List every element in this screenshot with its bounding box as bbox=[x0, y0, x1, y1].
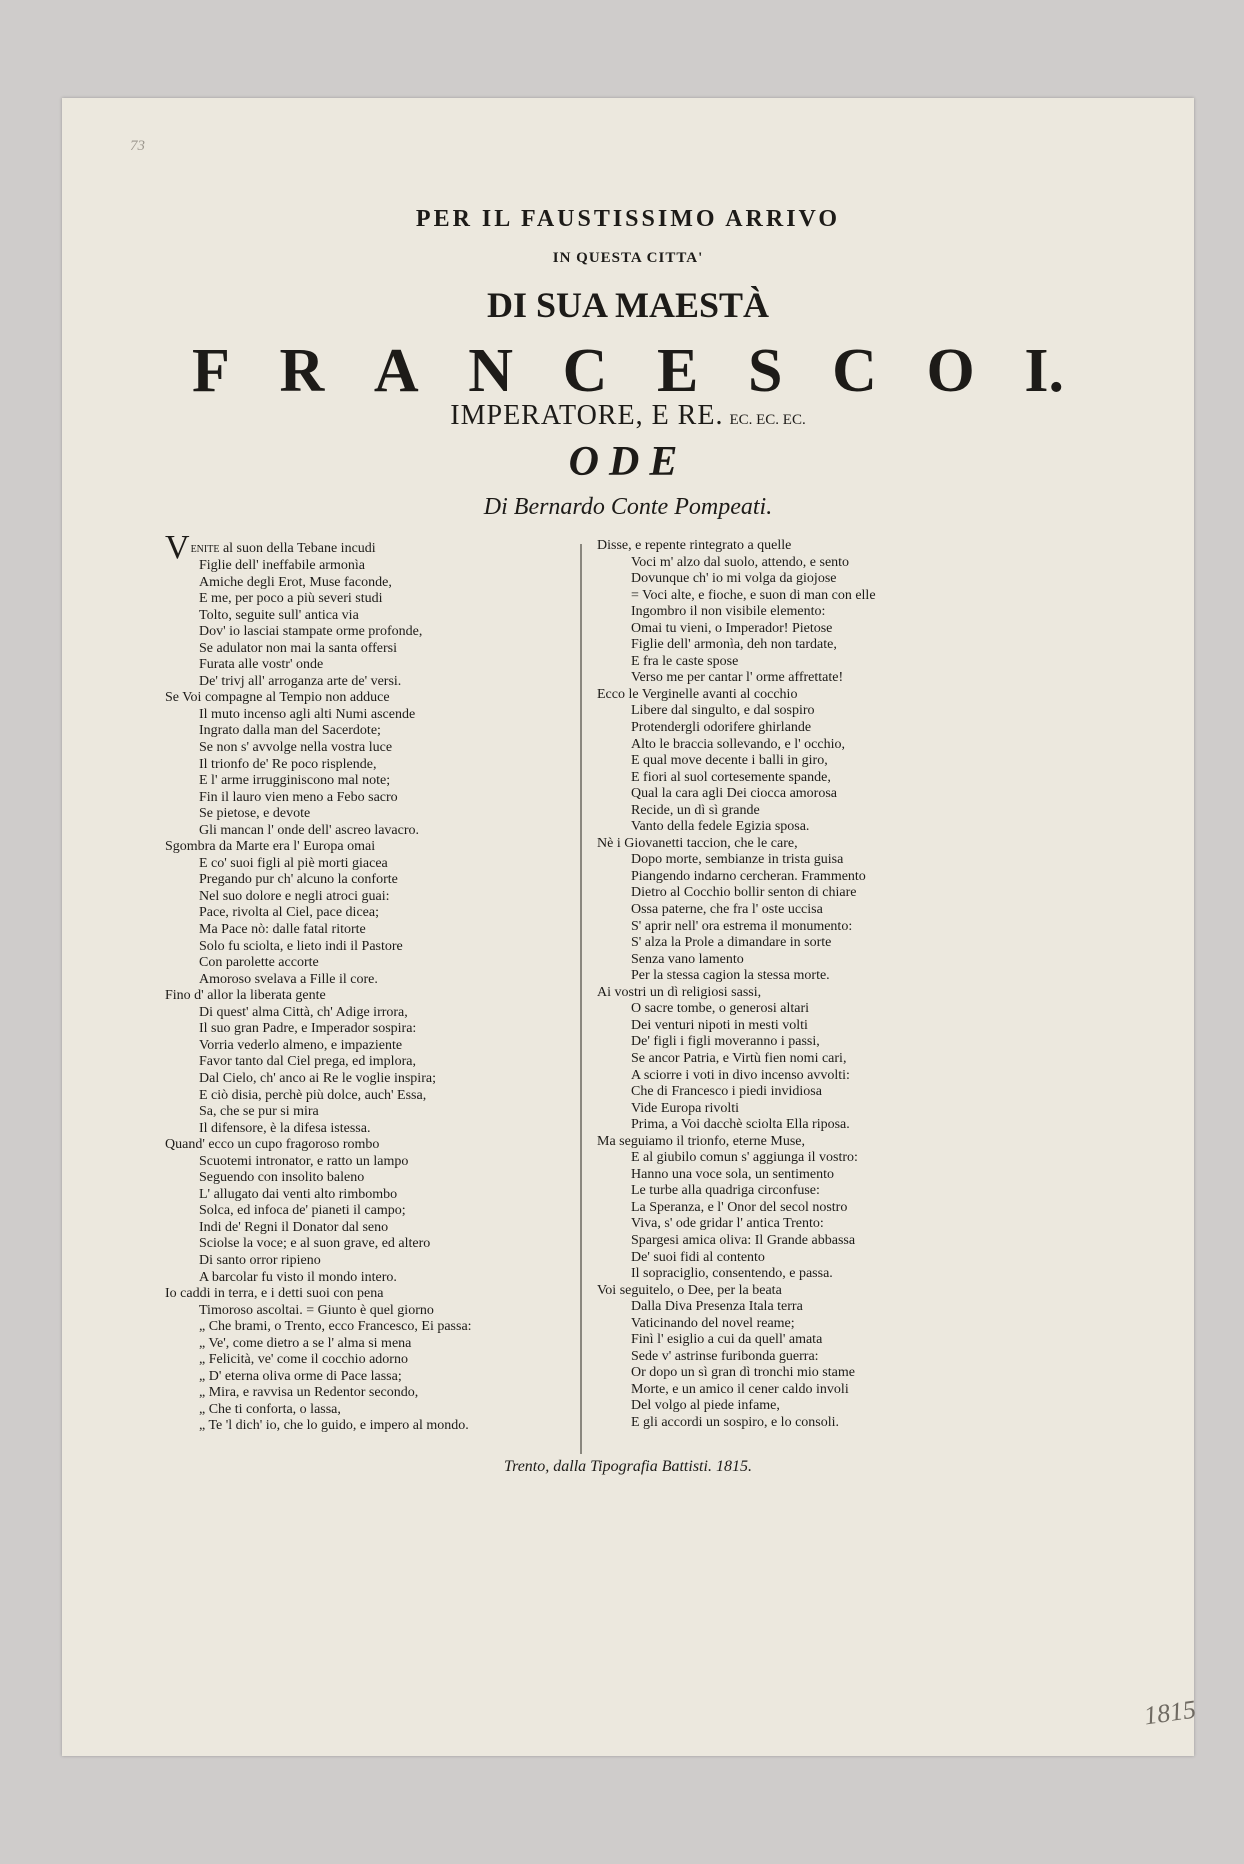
verse-line: Pregando pur ch' alcuno la conforte bbox=[199, 872, 398, 888]
title-line-1: PER IL FAUSTISSIMO ARRIVO bbox=[415, 206, 841, 232]
verse-line: Quand' ecco un cupo fragoroso rombo bbox=[165, 1137, 380, 1153]
verse-line: Il difensore, è la difesa istessa. bbox=[199, 1120, 371, 1136]
verse-line: S' alza la Prole a dimandare in sorte bbox=[631, 935, 832, 951]
verse-line: Alto le braccia sollevando, e l' occhio, bbox=[631, 736, 845, 752]
verse-line: Le turbe alla quadriga circonfuse: bbox=[631, 1183, 820, 1199]
title-name-letter: F bbox=[192, 337, 230, 405]
verse-line: Se non s' avvolge nella vostra luce bbox=[199, 740, 393, 756]
verse-line: Dalla Diva Presenza Itala terra bbox=[631, 1299, 803, 1315]
verse-line: Il trionfo de' Re poco risplende, bbox=[199, 756, 377, 772]
verse-line: Recide, un dì sì grande bbox=[631, 802, 760, 818]
verse-line: Ai vostri un dì religiosi sassi, bbox=[597, 984, 762, 1000]
stanza bbox=[165, 529, 575, 690]
verse-line: Gli mancan l' onde dell' ascreo lavacro. bbox=[199, 822, 420, 838]
verse-line: Qual la cara agli Dei ciocca amorosa bbox=[631, 786, 838, 802]
verse-line: Indi de' Regni il Donator dal seno bbox=[199, 1219, 389, 1235]
verse-line: „ D' eterna oliva orme di Pace lassa; bbox=[199, 1368, 402, 1384]
verse-line: Hanno una voce sola, un sentimento bbox=[631, 1166, 834, 1182]
verse-line: Solo fu sciolta, e lieto indi il Pastore bbox=[199, 938, 403, 954]
stanza bbox=[165, 690, 575, 839]
stanza bbox=[165, 1137, 575, 1286]
verse-line: Pace, rivolta al Ciel, pace dicea; bbox=[199, 905, 379, 921]
verse-line: „ Ve', come dietro a se l' alma si mena bbox=[199, 1335, 412, 1351]
stanza bbox=[597, 1283, 1057, 1432]
verse-line: Figlie dell' armonìa, deh non tardate, bbox=[631, 637, 837, 653]
verse-line: Ecco le Verginelle avanti al cocchio bbox=[597, 686, 798, 702]
verse-line: Spargesi amica oliva: Il Grande abbassa bbox=[631, 1232, 856, 1248]
verse-line: Senza vano lamento bbox=[631, 951, 744, 967]
verse-line: Voci m' alzo dal suolo, attendo, e sento bbox=[631, 554, 850, 570]
verse-line: De' figli i figli moveranno i passi, bbox=[631, 1034, 820, 1050]
stanza bbox=[165, 988, 575, 1137]
verse-line: Dopo morte, sembianze in trista guisa bbox=[631, 852, 844, 868]
verse-line: Timoroso ascoltai. = Giunto è quel giorno bbox=[199, 1302, 434, 1318]
verse-line: Per la stessa cagion la stessa morte. bbox=[631, 968, 830, 984]
verse-line: Libere dal singulto, e dal sospiro bbox=[631, 703, 815, 719]
title-ec: EC. EC. EC. bbox=[729, 412, 806, 428]
verse-line: Fin il lauro vien meno a Febo sacro bbox=[199, 789, 398, 805]
verse-line: Con parolette accorte bbox=[199, 955, 319, 971]
verse-line: Amiche degli Erot, Muse faconde, bbox=[199, 574, 392, 590]
verse-line: „ Che brami, o Trento, ecco Francesco, Ei passa: bbox=[199, 1319, 472, 1335]
verse-line: Di quest' alma Città, ch' Adige irrora, bbox=[199, 1004, 408, 1020]
verse-line: A barcolar fu visto il mondo intero. bbox=[199, 1269, 397, 1285]
title-name-letter: O bbox=[926, 337, 975, 405]
pencil-year-mark: 1815 bbox=[1142, 1694, 1198, 1731]
verse-line: Figlie dell' ineffabile armonìa bbox=[199, 558, 365, 573]
verse-line: Ossa paterne, che fra l' oste uccisa bbox=[631, 902, 823, 918]
verse-line: E gli accordi un sospiro, e lo consoli. bbox=[631, 1414, 840, 1430]
verse-line: Sgombra da Marte era l' Europa omai bbox=[165, 839, 376, 855]
verse-line: Dietro al Cocchio bollir senton di chiare bbox=[631, 885, 857, 901]
verse-text: al suon della Tebane incudi bbox=[219, 541, 376, 556]
verse-line: E fra le caste spose bbox=[631, 653, 739, 669]
pencil-mark: 73 bbox=[130, 138, 145, 154]
verse-line: De' suoi fidi al contento bbox=[631, 1249, 765, 1265]
title-name-letter: C bbox=[832, 337, 877, 405]
verse-line: Scuotemi intronator, e ratto un lampo bbox=[199, 1153, 409, 1169]
verse-line: Prima, a Voi dacchè sciolta Ella riposa. bbox=[631, 1117, 850, 1133]
title-name bbox=[192, 336, 1064, 407]
stanza bbox=[597, 836, 1057, 985]
title-line-2: IN QUESTA CITTA' bbox=[552, 250, 704, 266]
verse-line: Dovunque ch' io mi volga da giojose bbox=[631, 571, 837, 587]
author-line: Di Bernardo Conte Pompeati. bbox=[483, 494, 773, 520]
stanza bbox=[597, 687, 1057, 836]
verse-line: E me, per poco a più severi studi bbox=[199, 591, 383, 607]
verse-line: Furata alle vostr' onde bbox=[199, 657, 324, 673]
verse-line: Ingombro il non visibile elemento: bbox=[631, 604, 826, 620]
verse-line: Vanto della fedele Egizia sposa. bbox=[631, 819, 810, 835]
stanza bbox=[165, 839, 575, 988]
verse-line: „ Felicità, ve' come il cocchio adorno bbox=[199, 1352, 408, 1368]
verse-line: Il sopraciglio, consentendo, e passa. bbox=[631, 1266, 833, 1282]
verse-line: Disse, e repente rintegrato a quelle bbox=[597, 538, 792, 553]
verse-line: L' allugato dai venti alto rimbombo bbox=[199, 1186, 398, 1202]
verse-line: Omai tu vieni, o Imperador! Pietose bbox=[631, 620, 833, 636]
verse-line: „ Che ti conforta, o lassa, bbox=[199, 1401, 341, 1417]
stanza bbox=[597, 538, 1057, 687]
stanza bbox=[597, 1134, 1057, 1283]
verse-line: O sacre tombe, o generosi altari bbox=[631, 1001, 810, 1017]
title-ode: ODE bbox=[568, 439, 688, 485]
verse-line: Dei venturi nipoti in mesti volti bbox=[631, 1017, 808, 1033]
stanza bbox=[165, 1286, 575, 1435]
document-sheet bbox=[62, 98, 1198, 1756]
verse-line: Viva, s' ode gridar l' antica Trento: bbox=[631, 1216, 824, 1232]
verse-line: Sa, che se pur si mira bbox=[199, 1104, 319, 1120]
verse-line: Amoroso svelava a Fille il core. bbox=[199, 971, 378, 987]
title-name-letter: A bbox=[373, 337, 419, 405]
verse-line: Fino d' allor la liberata gente bbox=[165, 988, 326, 1004]
verse-line: Se ancor Patria, e Virtù fien nomi cari, bbox=[631, 1050, 847, 1066]
verse-line: Se pietose, e devote bbox=[199, 806, 311, 822]
title-name-letter: S bbox=[748, 337, 783, 405]
small-caps-text: enite bbox=[190, 541, 220, 556]
verse-line: Finì l' esiglio a cui da quell' amata bbox=[631, 1332, 823, 1348]
verse-line: E al giubilo comun s' aggiunga il vostro: bbox=[631, 1150, 858, 1166]
verse-line: Se adulator non mai la santa offersi bbox=[199, 640, 398, 656]
verse-line: Sede v' astrinse furibonda guerra: bbox=[631, 1348, 819, 1364]
verse-line: Ma Pace nò: dalle fatal ritorte bbox=[199, 922, 366, 938]
verse-line: Del volgo al piede infame, bbox=[631, 1398, 780, 1414]
verse-line: E fiori al suol cortesemente spande, bbox=[631, 769, 831, 785]
verse-line: Dal Cielo, ch' anco ai Re le voglie inspira; bbox=[199, 1070, 436, 1086]
verse-line: E l' arme irrugginiscono mal note; bbox=[199, 773, 391, 789]
verse-line: Verso me per cantar l' orme affrettate! bbox=[631, 670, 844, 686]
verse-line: La Speranza, e l' Onor del secol nostro bbox=[631, 1199, 848, 1215]
verse-line: Ingrato dalla man del Sacerdote; bbox=[199, 723, 381, 739]
verse-line: Morte, e un amico il cener caldo involi bbox=[631, 1381, 849, 1397]
verse-line: Di santo orror ripieno bbox=[199, 1252, 321, 1268]
title-name-letter: C bbox=[562, 337, 608, 405]
verse-line: Il muto incenso agli alti Numi ascende bbox=[199, 706, 416, 722]
verse-line: Seguendo con insolito baleno bbox=[199, 1170, 365, 1186]
verse-line: Ma seguiamo il trionfo, eterne Muse, bbox=[597, 1133, 806, 1149]
verse-line: Il suo gran Padre, e Imperador sospira: bbox=[199, 1021, 417, 1037]
verse-line: E qual move decente i balli in giro, bbox=[631, 753, 828, 769]
verse-line: De' trivj all' arroganza arte de' versi. bbox=[199, 673, 402, 689]
column-divider bbox=[580, 544, 582, 1454]
verse-line: S' aprir nell' ora estrema il monumento: bbox=[631, 918, 853, 934]
title-line-3: DI SUA MAESTÀ bbox=[486, 285, 770, 325]
verse-line: E co' suoi figli al piè morti giacea bbox=[199, 855, 388, 871]
title-line-5 bbox=[62, 400, 1194, 432]
verse-line: Or dopo un sì gran dì tronchi mio stame bbox=[631, 1365, 855, 1381]
verse-line: A sciorre i voti in divo incenso avvolti: bbox=[631, 1067, 850, 1083]
verse-line: Protendergli odorifere ghirlande bbox=[631, 720, 812, 736]
verse-line: Se Voi compagne al Tempio non adduce bbox=[165, 690, 390, 706]
verse-line: Che di Francesco i piedi invidiosa bbox=[631, 1084, 822, 1100]
title-name-letter: N bbox=[468, 337, 514, 405]
verse-line: Vaticinando del novel reame; bbox=[631, 1315, 795, 1331]
verse-line: Vide Europa rivolti bbox=[631, 1100, 740, 1116]
imprint: Trento, dalla Tipografia Battisti. 1815. bbox=[504, 1458, 752, 1475]
title-name-letter: I. bbox=[1024, 337, 1064, 405]
verse-line: = Voci alte, e fioche, e suon di man con elle bbox=[631, 587, 876, 603]
title-name-letter: R bbox=[279, 337, 325, 405]
verse-line: Favor tanto dal Ciel prega, ed implora, bbox=[199, 1054, 416, 1070]
stanza bbox=[597, 985, 1057, 1134]
verse-line: Io caddi in terra, e i detti suoi con pena bbox=[165, 1286, 384, 1302]
poem-right-column bbox=[597, 538, 1057, 1432]
verse-line: Nel suo dolore e negli atroci guai: bbox=[199, 888, 390, 904]
poem-left-column bbox=[165, 529, 575, 1435]
drop-cap: V bbox=[165, 529, 190, 566]
verse-line: „ Te 'l dich' io, che lo guido, e impero al mondo. bbox=[199, 1418, 469, 1434]
title-name-letter: E bbox=[657, 337, 699, 405]
verse-line: Dov' io lasciai stampate orme profonde, bbox=[199, 624, 423, 640]
verse-line: Tolto, seguite sull' antica via bbox=[199, 607, 359, 623]
verse-line: „ Mira, e ravvisa un Redentor secondo, bbox=[199, 1385, 419, 1401]
verse-line: Vorria vederlo almeno, e impaziente bbox=[199, 1037, 403, 1053]
verse-line: Solca, ed infoca de' pianeti il campo; bbox=[199, 1203, 406, 1219]
verse-line: Nè i Giovanetti taccion, che le care, bbox=[597, 835, 798, 851]
verse-line: Piangendo indarno cercheran. Frammento bbox=[631, 868, 866, 884]
verse-line: Sciolse la voce; e al suon grave, ed altero bbox=[199, 1236, 431, 1252]
verse-line: Voi seguitelo, o Dee, per la beata bbox=[597, 1282, 782, 1298]
verse-line: E ciò disia, perchè più dolce, auch' Essa, bbox=[199, 1087, 427, 1103]
title-imperatore: IMPERATORE, E RE. bbox=[450, 400, 724, 431]
